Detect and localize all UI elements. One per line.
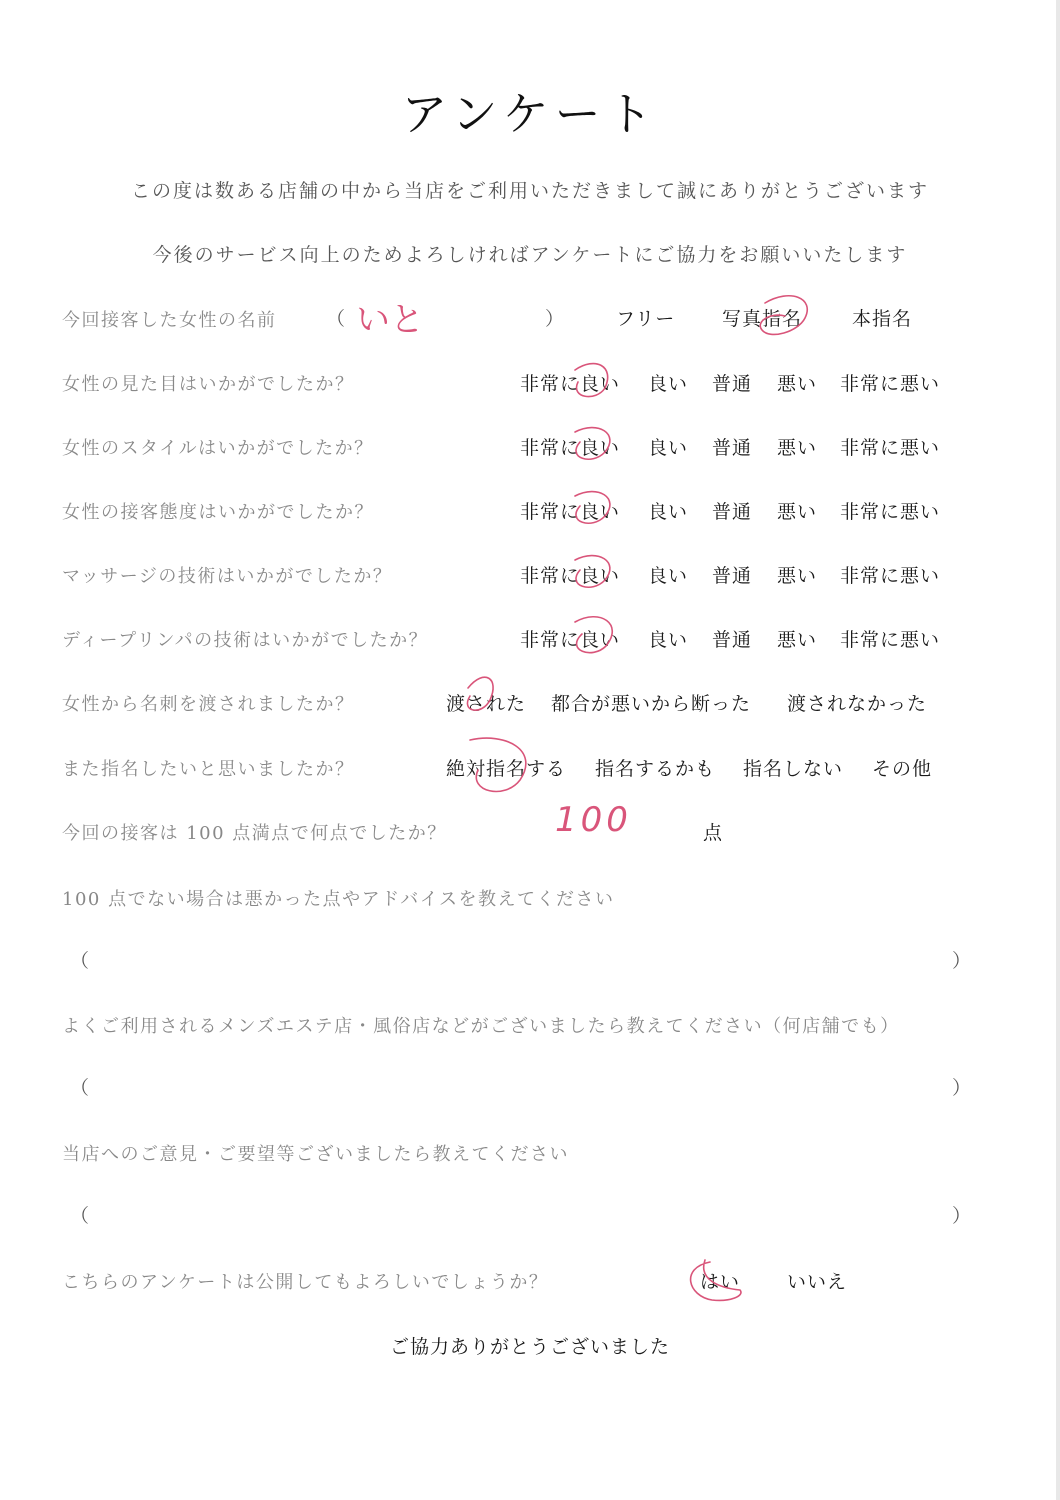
repeat-question: また指名したいと思いましたか？ [62,759,355,780]
intro-line-1: この度は数ある店舗の中から当店をご利用いただきまして誠にありがとうございます [130,180,929,202]
circle-mark-rating-5 [575,617,612,653]
name-open-paren: （ [326,308,346,330]
option-free[interactable]: フリー [616,308,676,330]
rating-question-deep-lymph: ディープリンパの技術はいかがでしたか？ [62,630,429,651]
advice-close-paren: ） [952,950,972,972]
rating-question-massage: マッサージの技術はいかがでしたか？ [62,566,393,587]
rating-1-bad[interactable]: 悪い [777,373,818,395]
rating-3-very-bad[interactable]: 非常に悪い [840,501,941,523]
name-answer-handwritten: いと [356,300,424,340]
circle-mark-rating-1 [575,364,608,397]
circle-mark-photo-nomination [760,296,807,335]
option-main-nomination[interactable]: 本指名 [852,308,913,330]
rating-1-normal[interactable]: 普通 [712,373,753,395]
rating-5-very-bad[interactable]: 非常に悪い [840,629,941,651]
advice-open-paren: （ [70,950,90,972]
rating-3-normal[interactable]: 普通 [712,501,753,523]
rating-2-bad[interactable]: 悪い [777,437,818,459]
repeat-option-no[interactable]: 指名しない [743,758,844,780]
card-option-not-received[interactable]: 渡されなかった [787,693,928,715]
card-option-declined[interactable]: 都合が悪いから断った [551,693,752,715]
rating-5-normal[interactable]: 普通 [712,629,753,651]
score-question: 今回の接客は 100 点満点で何点でしたか？ [62,823,447,844]
opinion-open-paren: （ [70,1205,90,1227]
intro-line-2: 今後のサービス向上のためよろしければアンケートにご協力をお願いいたします [152,244,908,266]
rating-4-very-good[interactable]: 非常に良い [520,565,621,587]
advice-question: 100 点でない場合は悪かった点やアドバイスを教えてください [62,889,615,910]
circle-mark-publish-yes [691,1260,741,1300]
rating-3-very-good[interactable]: 非常に良い [520,501,621,523]
rating-4-good[interactable]: 良い [648,565,689,587]
circle-mark-rating-3 [575,492,610,524]
repeat-option-definitely[interactable]: 絶対指名する [446,758,567,780]
opinion-close-paren: ） [952,1205,972,1227]
thanks-message: ご協力ありがとうございました [389,1336,670,1358]
rating-question-attitude: 女性の接客態度はいかがでしたか？ [62,502,374,523]
rating-question-appearance: 女性の見た目はいかがでしたか？ [62,374,355,395]
publish-question: こちらのアンケートは公開してもよろしいでしょうか？ [62,1272,549,1293]
circle-mark-repeat-definitely [470,738,526,791]
name-close-paren: ） [545,308,565,330]
card-question: 女性から名刺を渡されましたか？ [62,694,355,715]
rating-3-bad[interactable]: 悪い [777,501,818,523]
rating-4-normal[interactable]: 普通 [712,565,753,587]
page-title: アンケート [401,87,659,141]
page-edge-shadow [1056,0,1060,1500]
card-option-received[interactable]: 渡された [446,693,527,715]
score-answer-handwritten: 100 [555,800,632,840]
rating-3-good[interactable]: 良い [648,501,689,523]
rating-2-very-bad[interactable]: 非常に悪い [840,437,941,459]
circle-mark-rating-4 [575,556,610,588]
rating-1-good[interactable]: 良い [648,373,689,395]
shops-open-paren: （ [70,1077,90,1099]
rating-5-very-good[interactable]: 非常に良い [520,629,621,651]
circle-mark-card-received [467,677,493,710]
shops-close-paren: ） [952,1077,972,1099]
publish-option-yes[interactable]: はい [700,1271,741,1293]
rating-1-very-bad[interactable]: 非常に悪い [840,373,941,395]
repeat-option-other[interactable]: その他 [872,758,933,780]
shops-question: よくご利用されるメンズエステ店・風俗店などがございましたら教えてください（何店舗でも） [62,1016,900,1037]
repeat-option-maybe[interactable]: 指名するかも [595,758,716,780]
opinion-question: 当店へのご意見・ご要望等ございましたら教えてください [62,1144,569,1165]
rating-4-very-bad[interactable]: 非常に悪い [840,565,941,587]
option-photo-nomination[interactable]: 写真指名 [722,308,803,330]
rating-question-style: 女性のスタイルはいかがでしたか？ [62,438,374,459]
rating-1-very-good[interactable]: 非常に良い [520,373,621,395]
circle-mark-rating-2 [575,428,610,460]
rating-5-bad[interactable]: 悪い [777,629,818,651]
rating-2-good[interactable]: 良い [648,437,689,459]
rating-2-normal[interactable]: 普通 [712,437,753,459]
rating-4-bad[interactable]: 悪い [777,565,818,587]
publish-option-no[interactable]: いいえ [787,1271,848,1293]
rating-2-very-good[interactable]: 非常に良い [520,437,621,459]
rating-5-good[interactable]: 良い [648,629,689,651]
score-unit: 点 [703,822,724,844]
name-question: 今回接客した女性の名前 [62,310,277,331]
